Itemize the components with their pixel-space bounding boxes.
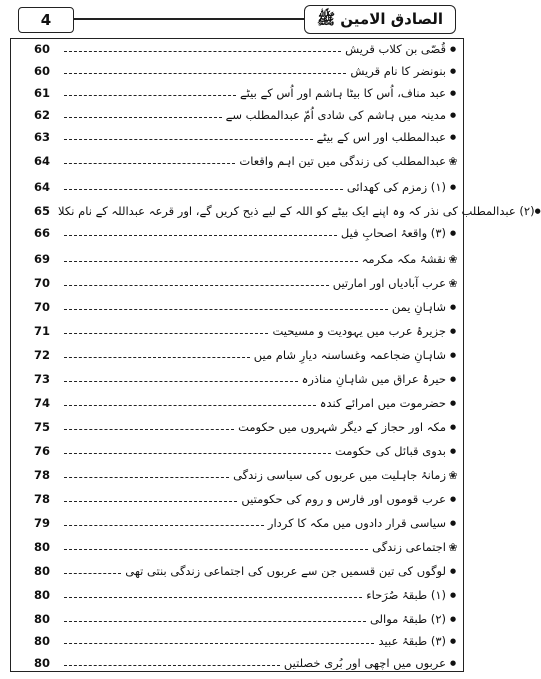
toc-row <box>14 318 460 340</box>
dotted-leader <box>64 50 341 52</box>
toc-page-number: 78 <box>34 468 51 482</box>
bullet-icon: ● <box>449 183 457 191</box>
toc-page-number: 80 <box>34 656 51 670</box>
toc-page-number: 63 <box>34 130 51 144</box>
toc-entry-title: نقشۂ مکہ مکرمہ <box>361 252 446 266</box>
toc-entry-title: زمانۂ جاہلیت میں عربوں کی سیاسی زندگی <box>233 468 446 482</box>
toc-page-number: 71 <box>34 324 51 338</box>
toc-entry-title: عرب آبادیاں اور امارتیں <box>332 276 446 290</box>
dotted-leader <box>64 596 362 598</box>
bullet-icon: ● <box>449 327 457 335</box>
toc-page-number: 74 <box>34 396 51 410</box>
toc-entry-title: عبدالمطلب اور اس کے بیٹے <box>316 130 446 144</box>
toc-entry-title: حیرۂ عراق میں شاہانِ مناذرہ <box>301 372 446 386</box>
toc-page-number: 60 <box>34 42 51 56</box>
toc-page-number: 72 <box>34 348 51 362</box>
toc-entry-title: عبدالمطلب کی زندگی میں تین اہم واقعات <box>239 154 446 168</box>
toc-page-number: 65 <box>34 204 51 218</box>
toc-page-number: 80 <box>34 612 51 626</box>
toc-row <box>14 220 460 242</box>
toc-page-number: 80 <box>34 540 51 554</box>
toc-entry-title: (۳) طبقۂ عبید <box>378 634 446 648</box>
toc-entry-title: (۲) عبدالمطلب کی نذر کہ وہ اپنے ایک بیٹے کو اللہ کے لیے ذبح کریں گے، اور قرعہ عبداللہ کے نام نکلا <box>58 204 535 218</box>
bullet-icon: ● <box>449 399 457 407</box>
dotted-leader <box>64 642 374 644</box>
toc-row <box>14 342 460 364</box>
page-number: 4 <box>18 7 74 33</box>
dotted-leader <box>64 116 222 118</box>
toc-row <box>14 390 460 412</box>
dotted-leader <box>64 620 366 622</box>
toc-row <box>14 462 460 484</box>
toc-page-number: 70 <box>34 300 51 314</box>
bullet-icon: ● <box>449 447 457 455</box>
toc-page-number: 79 <box>34 516 51 530</box>
toc-page-number: 60 <box>34 64 51 78</box>
dotted-leader <box>64 524 264 526</box>
dotted-leader <box>64 72 346 74</box>
toc-row <box>14 124 460 146</box>
toc-row <box>14 438 460 460</box>
dotted-leader <box>64 404 316 406</box>
bullet-icon: ● <box>449 133 457 141</box>
toc-row <box>14 582 460 604</box>
toc-row <box>14 36 460 58</box>
bullet-icon: ● <box>449 303 457 311</box>
toc-row <box>14 414 460 436</box>
bullet-icon: ● <box>534 207 541 215</box>
dotted-leader <box>64 548 368 550</box>
toc-row <box>14 486 460 508</box>
bullet-icon: ● <box>449 375 457 383</box>
toc-page-number: 61 <box>34 86 51 100</box>
toc-page-number: 73 <box>34 372 51 386</box>
flower-icon: ❀ <box>448 541 458 554</box>
toc-page-number: 78 <box>34 492 51 506</box>
bullet-icon: ● <box>449 423 457 431</box>
toc-row <box>14 558 460 580</box>
dotted-leader <box>64 452 331 454</box>
dotted-leader <box>64 308 388 310</box>
toc-entry-title: عرب قوموں اور فارس و روم کی حکومتیں <box>241 492 446 506</box>
dotted-leader <box>64 188 343 190</box>
toc-page-number: 69 <box>34 252 51 266</box>
toc-entry-title: (۳) واقعۂ اصحابِ فیل <box>340 226 446 240</box>
dotted-leader <box>64 500 237 502</box>
toc-row <box>14 366 460 388</box>
toc-row <box>14 198 541 220</box>
toc-entry-title: عبد مناف، اُس کا بیٹا ہاشم اور اُس کے بیٹے <box>239 86 446 100</box>
toc-entry-title: بدوی قبائل کی حکومت <box>334 444 446 458</box>
toc-entry-title: سیاسی قرار دادوں میں مکہ کا کردار <box>267 516 446 530</box>
toc-row <box>14 102 460 124</box>
toc-page-number: 66 <box>34 226 51 240</box>
bullet-icon: ● <box>449 659 457 667</box>
toc-entry-title: لوگوں کی تین قسمیں جن سے عربوں کی اجتماعی زندگی بنتی تھی <box>125 564 446 578</box>
dotted-leader <box>64 138 313 140</box>
bullet-icon: ● <box>449 637 457 645</box>
toc-row <box>14 80 460 102</box>
dotted-leader <box>64 260 358 262</box>
dotted-leader <box>64 476 229 478</box>
dotted-leader <box>64 94 236 96</box>
header-rule-left <box>72 18 306 20</box>
dotted-leader <box>64 572 121 574</box>
toc-entry-title: مکہ اور حجاز کے دیگر شہروں میں حکومت <box>238 420 446 434</box>
toc-row <box>14 606 460 628</box>
bullet-icon: ● <box>449 89 457 97</box>
flower-icon: ❀ <box>448 469 458 482</box>
toc-page-number: 80 <box>34 564 51 578</box>
toc-entry-title: قُصّی بن کلاب قریش <box>345 42 446 56</box>
toc-entry-title: حضرموت میں امرائے کندہ <box>319 396 446 410</box>
dotted-leader <box>64 162 235 164</box>
toc-row <box>14 628 460 650</box>
toc-entry-title: اجتماعی زندگی <box>372 540 446 554</box>
running-title: الصادق الامین ﷺ <box>304 5 456 34</box>
toc-row <box>14 148 460 170</box>
dotted-leader <box>64 234 337 236</box>
toc-page-number: 80 <box>34 634 51 648</box>
toc-row <box>14 294 460 316</box>
bullet-icon: ● <box>449 351 457 359</box>
bullet-icon: ● <box>449 111 457 119</box>
dotted-leader <box>64 332 268 334</box>
flower-icon: ❀ <box>448 277 458 290</box>
flower-icon: ❀ <box>448 253 458 266</box>
toc-row <box>14 246 460 268</box>
bullet-icon: ● <box>449 567 457 575</box>
toc-page-number: 64 <box>34 154 51 168</box>
toc-row <box>14 650 460 672</box>
bullet-icon: ● <box>449 67 457 75</box>
toc-row <box>14 270 460 292</box>
toc-entry-title: (۲) طبقۂ موالی <box>369 612 446 626</box>
bullet-icon: ● <box>449 495 457 503</box>
toc-entry-title: (۱) زمزم کی کھدائی <box>346 180 446 194</box>
toc-row <box>14 510 460 532</box>
flower-icon: ❀ <box>448 155 458 168</box>
dotted-leader <box>64 356 250 358</box>
toc-entry-title: مدینہ میں ہاشم کی شادی اُمّ عبدالمطلب سے <box>225 108 446 122</box>
bullet-icon: ● <box>449 229 457 237</box>
toc-page-number: 70 <box>34 276 51 290</box>
bullet-icon: ● <box>449 615 457 623</box>
dotted-leader <box>64 284 329 286</box>
toc-page-number: 64 <box>34 180 51 194</box>
toc-entry-title: بنونضر کا نام قریش <box>350 64 446 78</box>
toc-page-number: 76 <box>34 444 51 458</box>
toc-entry-title: عربوں میں اچھی اور بُری خصلتیں <box>283 656 446 670</box>
toc-row <box>14 174 460 196</box>
toc-page-number: 80 <box>34 588 51 602</box>
page-header <box>10 4 464 34</box>
bullet-icon: ● <box>449 591 457 599</box>
toc-row <box>14 534 460 556</box>
bullet-icon: ● <box>449 45 457 53</box>
dotted-leader <box>64 380 298 382</box>
bullet-icon: ● <box>449 519 457 527</box>
dotted-leader <box>64 664 280 666</box>
toc-page-number: 75 <box>34 420 51 434</box>
toc-row <box>14 58 460 80</box>
toc-entry-title: شاہانِ ضجاعمہ وغساسنہ دیارِ شام میں <box>253 348 446 362</box>
toc-page-number: 62 <box>34 108 51 122</box>
dotted-leader <box>64 428 234 430</box>
toc-entry-title: (۱) طبقۂ صُرَحاء <box>366 588 446 602</box>
toc-entry-title: شاہانِ یمن <box>391 300 446 314</box>
toc-entry-title: جزیرۂ عرب میں یہودیت و مسیحیت <box>272 324 446 338</box>
